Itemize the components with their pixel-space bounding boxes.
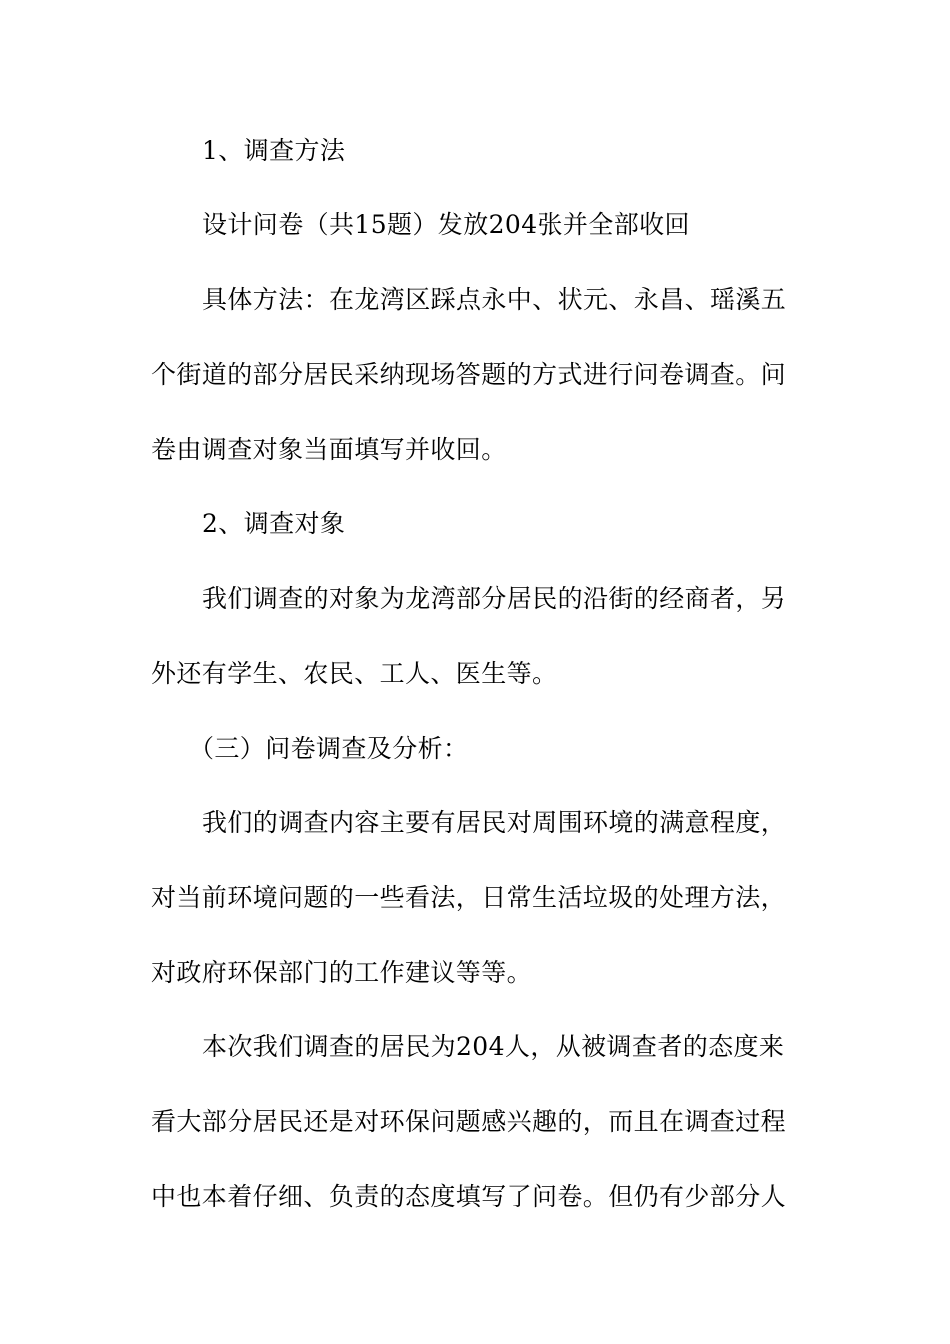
paragraph-line: 设计问卷（共15题）发放204张并全部收回 (202, 210, 690, 239)
paragraph-line: 具体方法：在龙湾区踩点永中、状元、永昌、瑶溪五 (202, 285, 787, 314)
paragraph-line: 卷由调查对象当面填写并收回。 (151, 435, 507, 464)
paragraph-line: 我们的调查内容主要有居民对周围环境的满意程度， (202, 808, 787, 837)
paragraph-line: 本次我们调查的居民为204人，从被调查者的态度来 (202, 1032, 785, 1061)
paragraph-line: 个街道的部分居民采纳现场答题的方式进行问卷调查。问 (151, 360, 787, 389)
paragraph-line: 外还有学生、农民、工人、医生等。 (151, 659, 558, 688)
paragraph-line: 中也本着仔细、负责的态度填写了问卷。但仍有少部分人 (151, 1182, 787, 1211)
paragraph-line: 对当前环境问题的一些看法，日常生活垃圾的处理方法， (151, 883, 787, 912)
section-heading-survey-method: 1、调查方法 (202, 136, 346, 165)
paragraph-line: 对政府环保部门的工作建议等等。 (151, 958, 533, 987)
paragraph-line: 我们调查的对象为龙湾部分居民的沿街的经商者，另 (202, 584, 787, 613)
section-heading-survey-target: 2、调查对象 (202, 509, 346, 538)
paragraph-line: 看大部分居民还是对环保问题感兴趣的，而且在调查过程 (151, 1107, 787, 1136)
section-heading-analysis: （三）问卷调查及分析： (189, 734, 469, 763)
